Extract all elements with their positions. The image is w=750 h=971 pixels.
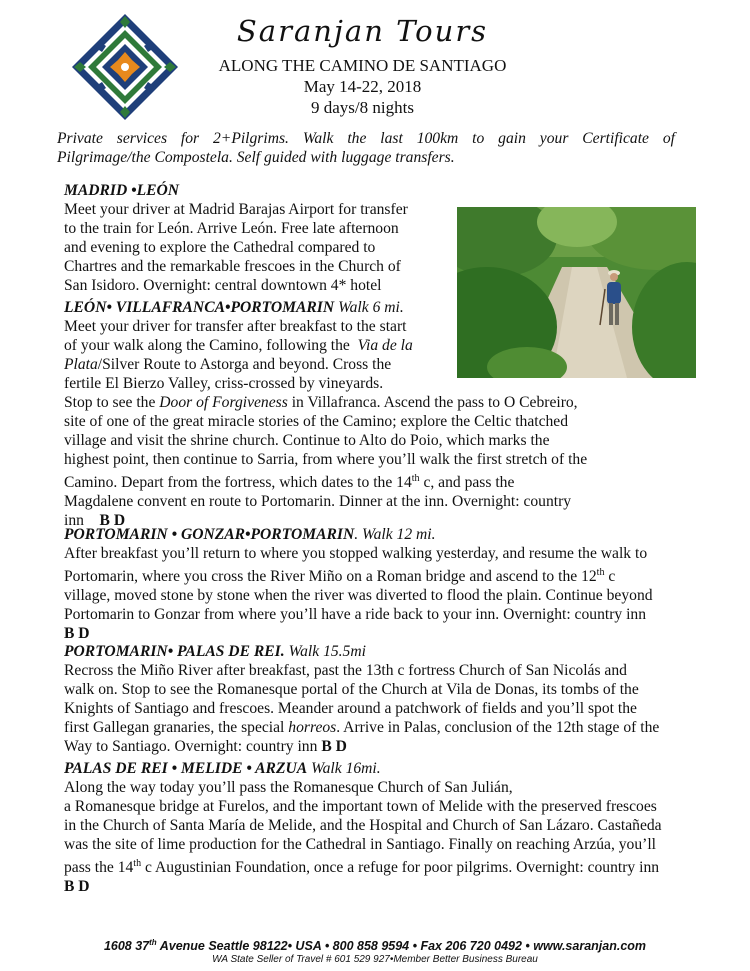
meals-included: B D bbox=[64, 625, 90, 643]
footer-address: Avenue Seattle 98122• USA • 800 858 9594 • Fax 206 720 0492 • www.saranjan.com bbox=[159, 939, 647, 954]
day-text-line: Meet your driver for transfer after breakfast to the start bbox=[64, 318, 407, 335]
day-text-line: Magdalene convent en route to Portomarin. Dinner at the inn. Overnight: country bbox=[64, 493, 572, 511]
day-text-line: Way to Santiago. Overnight: country inn bbox=[64, 738, 318, 755]
meals-included: B D bbox=[99, 512, 126, 530]
day-text-line: San Isidoro. Overnight: central downtown 4* hotel bbox=[64, 277, 382, 294]
intro-paragraph bbox=[57, 129, 675, 167]
day-text-line: Portomarin, where you cross the River Miño on a Roman bridge and ascend to the 12 bbox=[64, 568, 597, 586]
brand-name: Saranjan Tours bbox=[236, 14, 489, 48]
tour-title: ALONG THE CAMINO DE SANTIAGO bbox=[218, 56, 507, 75]
landmark-name: horreos bbox=[288, 719, 337, 736]
day-text-line: highest point, then continue to Sarria, from where you’ll walk the first stretch of the bbox=[64, 451, 588, 468]
ordinal-suffix: th bbox=[149, 938, 157, 947]
meals-included: B D bbox=[64, 878, 90, 896]
meals-included: B D bbox=[321, 738, 347, 755]
day-text-line: Portomarin to Gonzar from where you’ll have a ride back to your inn. Overnight: country inn bbox=[64, 606, 647, 624]
day-text-line: . Arrive in Palas, conclusion of the 12th stage of the bbox=[336, 719, 660, 736]
tour-duration: 9 days/8 nights bbox=[311, 98, 414, 117]
tour-dates: May 14-22, 2018 bbox=[303, 77, 422, 96]
day-heading: MADRID •LEÓN bbox=[64, 182, 180, 199]
day-madrid-leon bbox=[64, 181, 454, 295]
day-text-line: pass the 14 bbox=[64, 859, 134, 877]
landmark-name: Door of Forgiveness bbox=[159, 394, 288, 411]
footer-address: 1608 37 bbox=[103, 939, 150, 954]
day-heading: PALAS DE REI • MELIDE • ARZUA bbox=[64, 760, 308, 777]
day-portomarin-gonzar bbox=[64, 525, 712, 643]
day-text-line: and evening to explore the Cathedral compared to bbox=[64, 239, 376, 256]
day-text-line: Camino. Depart from the fortress, which dates to the 14 bbox=[64, 474, 412, 492]
route-name: Plata bbox=[64, 356, 98, 373]
day-text-line: fertile El Bierzo Valley, criss-crossed by vineyards. bbox=[64, 375, 384, 392]
day-text-line: Stop to see the bbox=[64, 394, 156, 411]
day-palas-melide-arzua bbox=[64, 759, 712, 896]
ordinal-suffix: th bbox=[596, 567, 605, 578]
walk-distance: Walk 15.5mi bbox=[288, 643, 366, 660]
day-heading: LEÓN• VILLAFRANCA•PORTOMARIN bbox=[64, 299, 335, 316]
day-text-line: was the site of lime production for the Cathedral in Santiago. Finally on reaching Arzúa, you’ll bbox=[64, 836, 656, 853]
day-text-line: Along the way today you’ll pass the Romanesque Church of San Julián, bbox=[64, 779, 513, 796]
ordinal-suffix: th bbox=[133, 858, 142, 869]
day-text-line: to the train for León. Arrive León. Free late afternoon bbox=[64, 220, 399, 237]
tile-logo-icon bbox=[70, 12, 180, 122]
footer-credentials: WA State Seller of Travel # 601 529 927•Member Better Business Bureau bbox=[212, 954, 538, 965]
day-text-line: a Romanesque bridge at Furelos, and the important town of Melide with the preserved frescoes bbox=[64, 798, 657, 815]
ordinal-suffix: th bbox=[411, 473, 420, 484]
day-text-line: first Gallegan granaries, the special bbox=[64, 719, 285, 736]
day-text-line: c Augustinian Foundation, once a refuge for poor pilgrims. Overnight: country inn bbox=[144, 859, 660, 877]
walk-distance: . Walk 12 mi. bbox=[354, 526, 436, 543]
day-portomarin-palas-de-rei bbox=[64, 642, 712, 756]
day-text-line: Chartres and the remarkable frescoes in the Church of bbox=[64, 258, 401, 275]
day-text-line: Recross the Miño River after breakfast, past the 13th c fortress Church of San Nicolás and bbox=[64, 662, 627, 679]
day-heading: PORTOMARIN • GONZAR•PORTOMARIN bbox=[64, 526, 355, 543]
footer-contact bbox=[60, 938, 690, 953]
intro-line: Pilgrimage/the Compostela. Self guided with luggage transfers. bbox=[57, 149, 455, 166]
day-text-line: inn bbox=[64, 512, 84, 530]
walk-distance: Walk 16mi. bbox=[311, 760, 381, 777]
day-text-line: /Silver Route to Astorga and beyond. Cross the bbox=[97, 356, 392, 373]
day-text-line: village, moved stone by stone when the river was diverted to flood the plain. Continue beyond bbox=[64, 587, 653, 605]
day-text-line: Meet your driver at Madrid Barajas Airport for transfer bbox=[64, 201, 408, 218]
walk-distance: Walk 6 mi. bbox=[338, 299, 404, 316]
day-text-line: site of one of the great miracle stories of the Camino; explore the Celtic thatched bbox=[64, 413, 569, 430]
route-name: Via de la bbox=[357, 337, 413, 354]
day-text-line: in Villafranca. Ascend the pass to O Cebreiro, bbox=[291, 394, 578, 411]
day-text-line: After breakfast you’ll return to where you stopped walking yesterday, and resume the walk to bbox=[64, 545, 648, 562]
day-leon-villafranca-portomarin bbox=[64, 298, 712, 530]
day-text-line: in the Church of Santa María de Melide, and the Hospital and Church of San Lázaro. Castañeda bbox=[64, 817, 662, 834]
day-text-line: walk on. Stop to see the Romanesque portal of the Church at Vila de Donas, its tombs of the bbox=[64, 681, 639, 698]
day-heading: PORTOMARIN• PALAS DE REI. bbox=[64, 643, 285, 660]
day-text-line: c bbox=[608, 568, 616, 586]
company-logo bbox=[70, 12, 180, 122]
intro-line: Private services for 2+Pilgrims. Walk the last 100km to gain your Certificate of bbox=[57, 130, 675, 147]
day-text-line: of your walk along the Camino, following the bbox=[64, 337, 350, 354]
day-text-line: Knights of Santiago and frescoes. Meander around a patchwork of fields and you’ll spot the bbox=[64, 700, 637, 717]
day-text-line: c, and pass the bbox=[423, 474, 515, 492]
day-text-line: village and visit the shrine church. Continue to Alto do Poio, which marks the bbox=[64, 432, 550, 449]
